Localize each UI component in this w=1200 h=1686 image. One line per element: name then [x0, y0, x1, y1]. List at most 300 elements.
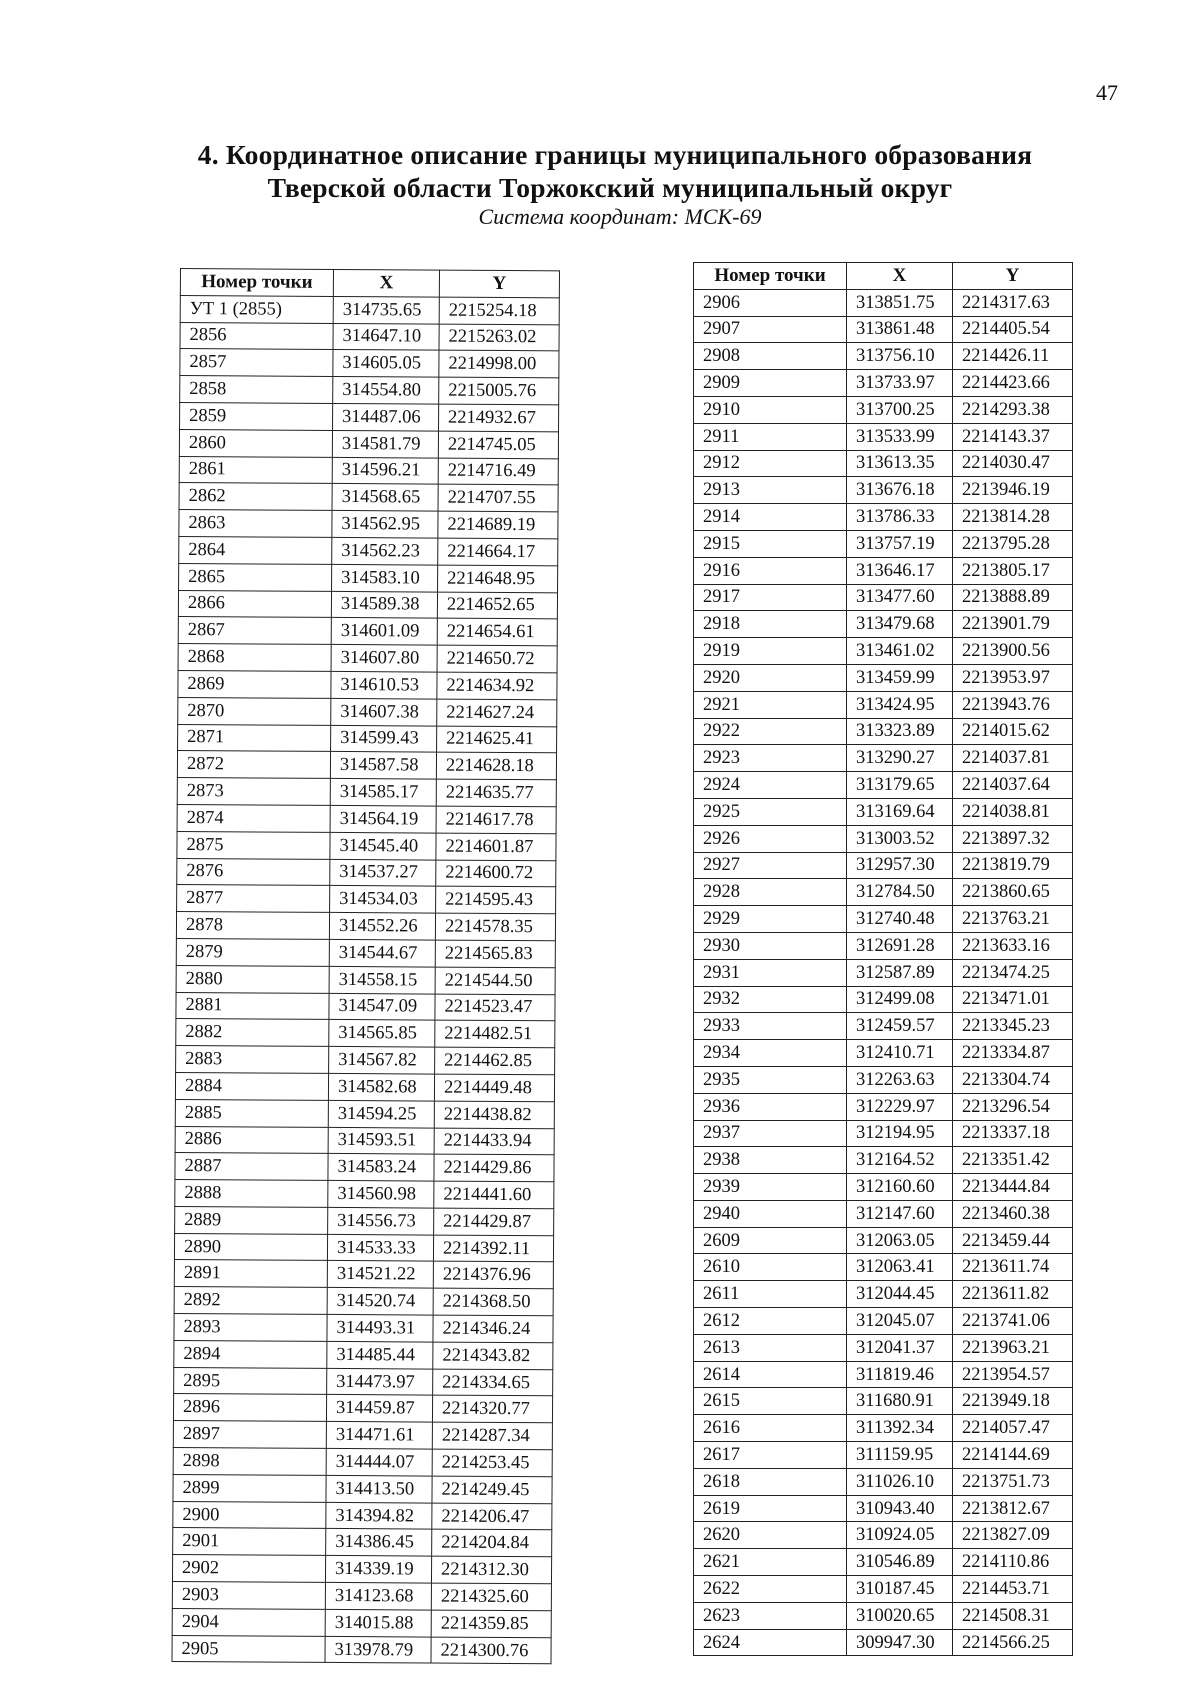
- cell-point-number: 2875: [177, 831, 330, 859]
- table-row: [172, 1582, 551, 1611]
- table-row: [694, 664, 1073, 691]
- table-row: [694, 504, 1073, 531]
- table-row: [694, 718, 1073, 745]
- cell-x: 314587.58: [330, 752, 436, 779]
- table-row: [694, 852, 1073, 879]
- cell-x: 313700.25: [847, 396, 953, 423]
- coordinates-table-left: [171, 268, 560, 1665]
- cell-x: 314565.85: [329, 1020, 435, 1047]
- cell-x: 312063.41: [847, 1254, 953, 1281]
- cell-point-number: 2614: [694, 1361, 847, 1388]
- table-row: [694, 1522, 1073, 1549]
- cell-x: 311026.10: [847, 1468, 953, 1495]
- cell-x: 313477.60: [847, 584, 953, 611]
- cell-point-number: 2922: [694, 718, 847, 745]
- cell-y: 2214287.34: [432, 1422, 552, 1450]
- cell-point-number: 2618: [694, 1468, 847, 1495]
- table-row: [694, 1200, 1073, 1227]
- table-row: [694, 289, 1073, 316]
- cell-point-number: 2910: [694, 396, 847, 423]
- cell-x: 314545.40: [330, 832, 436, 859]
- cell-y: 2214601.87: [436, 833, 556, 861]
- cell-x: 314558.15: [329, 966, 435, 993]
- table-row: [177, 831, 556, 860]
- cell-x: 314015.88: [325, 1609, 431, 1636]
- table-row: [694, 1040, 1073, 1067]
- cell-point-number: 2887: [175, 1153, 328, 1181]
- cell-x: 313978.79: [325, 1636, 431, 1663]
- cell-x: 313479.68: [847, 611, 953, 638]
- table-row: [174, 1367, 553, 1396]
- table-row: [694, 477, 1073, 504]
- cell-x: 312229.97: [847, 1093, 953, 1120]
- cell-y: 2214625.41: [437, 726, 557, 754]
- cell-x: 314554.80: [333, 377, 439, 404]
- cell-point-number: 2609: [694, 1227, 847, 1254]
- cell-x: 312147.60: [847, 1200, 953, 1227]
- table-row: [173, 1501, 552, 1530]
- cell-y: 2213751.73: [953, 1468, 1073, 1495]
- cell-x: 314581.79: [332, 430, 438, 457]
- cell-y: 2213633.16: [953, 932, 1073, 959]
- table-row: [176, 912, 555, 941]
- cell-point-number: 2623: [694, 1602, 847, 1629]
- header-y: Y: [439, 270, 559, 298]
- table-header-row: [180, 269, 559, 298]
- cell-point-number: 2895: [174, 1367, 327, 1395]
- table-row: [694, 1629, 1073, 1656]
- cell-x: 314487.06: [333, 403, 439, 430]
- table-row: [173, 1528, 552, 1557]
- cell-point-number: 2902: [172, 1555, 325, 1583]
- cell-y: 2214144.69: [953, 1442, 1073, 1469]
- cell-y: 2214037.64: [953, 772, 1073, 799]
- table-row: [175, 1072, 554, 1101]
- cell-y: 2215254.18: [439, 297, 559, 325]
- cell-x: 314413.50: [326, 1475, 432, 1502]
- cell-point-number: 2866: [178, 590, 331, 618]
- table-row: [177, 858, 556, 887]
- cell-x: 313646.17: [847, 557, 953, 584]
- table-row: [175, 1153, 554, 1182]
- cell-point-number: 2906: [694, 289, 847, 316]
- cell-x: 314647.10: [333, 323, 439, 350]
- cell-y: 2214300.76: [431, 1637, 551, 1665]
- cell-point-number: 2904: [172, 1608, 325, 1636]
- table-row: [694, 1361, 1073, 1388]
- cell-y: 2214037.81: [953, 745, 1073, 772]
- table-row: [177, 804, 556, 833]
- cell-y: 2214015.62: [953, 718, 1073, 745]
- table-row: [179, 510, 558, 539]
- cell-x: 314735.65: [333, 296, 439, 323]
- cell-y: 2214376.96: [433, 1262, 553, 1290]
- cell-y: 2214648.95: [438, 565, 558, 593]
- cell-point-number: 2864: [179, 536, 332, 564]
- cell-point-number: 2860: [179, 429, 332, 457]
- table-row: [694, 1602, 1073, 1629]
- cell-y: 2214433.94: [434, 1128, 554, 1156]
- cell-y: 2213827.09: [953, 1522, 1073, 1549]
- cell-y: 2213963.21: [953, 1334, 1073, 1361]
- cell-point-number: 2899: [173, 1474, 326, 1502]
- cell-x: 314560.98: [328, 1181, 434, 1208]
- cell-point-number: 2881: [176, 992, 329, 1020]
- cell-point-number: 2616: [694, 1415, 847, 1442]
- cell-x: 314552.26: [329, 913, 435, 940]
- cell-x: 314593.51: [328, 1127, 434, 1154]
- heading-line-1: 4. Координатное описание границы муниципального образования: [197, 139, 1033, 170]
- cell-point-number: 2879: [176, 938, 329, 966]
- table-row: [694, 584, 1073, 611]
- cell-y: 2213819.79: [953, 852, 1073, 879]
- cell-x: 312410.71: [847, 1040, 953, 1067]
- cell-x: 312041.37: [847, 1334, 953, 1361]
- cell-point-number: 2898: [173, 1448, 326, 1476]
- cell-y: 2214628.18: [436, 752, 556, 780]
- cell-point-number: 2859: [180, 402, 333, 430]
- table-row: [178, 724, 557, 753]
- cell-point-number: 2913: [694, 477, 847, 504]
- cell-point-number: 2901: [173, 1528, 326, 1556]
- table-row: [694, 450, 1073, 477]
- table-row: [694, 1308, 1073, 1335]
- table-row: [694, 1254, 1073, 1281]
- cell-x: 314394.82: [326, 1502, 432, 1529]
- header-point-number: Номер точки: [180, 269, 333, 297]
- table-row: [180, 402, 559, 431]
- cell-x: 313786.33: [847, 504, 953, 531]
- cell-x: 314601.09: [331, 618, 437, 645]
- table-row: [172, 1555, 551, 1584]
- header-point-number: Номер точки: [694, 263, 847, 290]
- cell-y: 2214249.45: [432, 1476, 552, 1504]
- cell-x: 313003.52: [847, 825, 953, 852]
- cell-y: 2214441.60: [434, 1181, 554, 1209]
- table-row: [694, 1093, 1073, 1120]
- cell-y: 2214429.86: [434, 1154, 554, 1182]
- cell-y: 2213812.67: [953, 1495, 1073, 1522]
- cell-y: 2214453.71: [953, 1576, 1073, 1603]
- cell-point-number: 2621: [694, 1549, 847, 1576]
- cell-y: 2213444.84: [953, 1174, 1073, 1201]
- cell-y: 2214346.24: [433, 1315, 553, 1343]
- cell-x: 314583.10: [332, 564, 438, 591]
- cell-x: 313613.35: [847, 450, 953, 477]
- table-row: [694, 423, 1073, 450]
- heading-line-2: Тверской области Торжокский муниципальный округ: [267, 172, 953, 203]
- cell-y: 2214438.82: [434, 1101, 554, 1129]
- cell-x: 312784.50: [847, 879, 953, 906]
- table-row: [174, 1233, 553, 1262]
- table-row: [176, 992, 555, 1021]
- table-row: [694, 1495, 1073, 1522]
- cell-y: 2214392.11: [433, 1235, 553, 1263]
- cell-point-number: 2936: [694, 1093, 847, 1120]
- cell-point-number: 2884: [175, 1072, 328, 1100]
- cell-point-number: 2613: [694, 1334, 847, 1361]
- cell-x: 312263.63: [847, 1066, 953, 1093]
- cell-x: 314537.27: [330, 859, 436, 886]
- cell-x: 313290.27: [847, 745, 953, 772]
- cell-x: 313459.99: [847, 664, 953, 691]
- cell-y: 2213459.44: [953, 1227, 1073, 1254]
- table-row: [176, 965, 555, 994]
- cell-x: 312459.57: [847, 1013, 953, 1040]
- cell-x: 313179.65: [847, 772, 953, 799]
- table-header-row: [694, 263, 1073, 290]
- cell-y: 2214293.38: [953, 396, 1073, 423]
- cell-x: 310546.89: [847, 1549, 953, 1576]
- cell-y: 2214482.51: [435, 1020, 555, 1048]
- table-row: [179, 483, 558, 512]
- cell-x: 314473.97: [327, 1368, 433, 1395]
- cell-point-number: 2615: [694, 1388, 847, 1415]
- cell-y: 2213474.25: [953, 959, 1073, 986]
- cell-y: 2213471.01: [953, 986, 1073, 1013]
- cell-point-number: 2876: [177, 858, 330, 886]
- cell-x: 309947.30: [847, 1629, 953, 1656]
- table-row: [178, 617, 557, 646]
- table-row: [694, 557, 1073, 584]
- table-row: [694, 1066, 1073, 1093]
- cell-y: 2213304.74: [953, 1066, 1073, 1093]
- cell-point-number: 2926: [694, 825, 847, 852]
- table-row: [180, 376, 559, 405]
- cell-x: 314123.68: [325, 1582, 431, 1609]
- cell-point-number: 2878: [176, 912, 329, 940]
- cell-y: 2214426.11: [953, 343, 1073, 370]
- cell-x: 313169.64: [847, 798, 953, 825]
- cell-x: 313851.75: [847, 289, 953, 316]
- cell-point-number: 2888: [175, 1180, 328, 1208]
- table-row: [694, 1334, 1073, 1361]
- cell-y: 2214204.84: [432, 1530, 552, 1558]
- cell-x: 312691.28: [847, 932, 953, 959]
- document-heading: [0, 138, 1200, 230]
- cell-point-number: 2925: [694, 798, 847, 825]
- cell-y: 2214038.81: [953, 798, 1073, 825]
- cell-point-number: 2935: [694, 1066, 847, 1093]
- cell-x: 314534.03: [330, 886, 436, 913]
- cell-x: 310924.05: [847, 1522, 953, 1549]
- table-row: [694, 1120, 1073, 1147]
- cell-y: 2213901.79: [953, 611, 1073, 638]
- table-row: [178, 670, 557, 699]
- cell-y: 2213949.18: [953, 1388, 1073, 1415]
- table-row: [694, 1468, 1073, 1495]
- cell-point-number: 2889: [175, 1206, 328, 1234]
- cell-point-number: 2905: [172, 1635, 325, 1663]
- cell-point-number: 2872: [177, 751, 330, 779]
- table-row: [173, 1394, 552, 1423]
- cell-y: 2213334.87: [953, 1040, 1073, 1067]
- cell-x: 314607.80: [331, 645, 437, 672]
- cell-y: 2214716.49: [438, 458, 558, 486]
- table-row: [694, 1415, 1073, 1442]
- header-y: Y: [953, 263, 1073, 290]
- cell-point-number: 2863: [179, 510, 332, 538]
- cell-x: 314544.67: [329, 939, 435, 966]
- cell-point-number: 2619: [694, 1495, 847, 1522]
- cell-y: 2214652.65: [437, 592, 557, 620]
- cell-point-number: 2908: [694, 343, 847, 370]
- cell-point-number: 2861: [179, 456, 332, 484]
- cell-point-number: 2911: [694, 423, 847, 450]
- cell-point-number: 2620: [694, 1522, 847, 1549]
- cell-y: 2214334.65: [433, 1369, 553, 1397]
- table-row: [178, 590, 557, 619]
- cell-y: 2213897.32: [953, 825, 1073, 852]
- cell-y: 2214429.87: [434, 1208, 554, 1236]
- table-row: [178, 697, 557, 726]
- cell-y: 2213946.19: [953, 477, 1073, 504]
- table-row: [173, 1474, 552, 1503]
- cell-x: 313533.99: [847, 423, 953, 450]
- table-row: [179, 429, 558, 458]
- cell-y: 2214325.60: [431, 1583, 551, 1611]
- cell-point-number: 2880: [176, 965, 329, 993]
- cell-y: 2214508.31: [953, 1602, 1073, 1629]
- cell-y: 2213814.28: [953, 504, 1073, 531]
- cell-x: 312499.08: [847, 986, 953, 1013]
- table-row: [179, 563, 558, 592]
- cell-y: 2214449.48: [434, 1074, 554, 1102]
- cell-point-number: 2923: [694, 745, 847, 772]
- cell-x: 314493.31: [327, 1314, 433, 1341]
- cell-x: 311392.34: [847, 1415, 953, 1442]
- cell-y: 2215005.76: [439, 377, 559, 405]
- cell-y: 2214423.66: [953, 370, 1073, 397]
- cell-x: 314562.23: [332, 537, 438, 564]
- cell-x: 314459.87: [326, 1395, 432, 1422]
- cell-x: 312160.60: [847, 1174, 953, 1201]
- cell-x: 310943.40: [847, 1495, 953, 1522]
- cell-point-number: 2869: [178, 670, 331, 698]
- cell-x: 313323.89: [847, 718, 953, 745]
- cell-x: 313861.48: [847, 316, 953, 343]
- table-row: [694, 1174, 1073, 1201]
- header-x: X: [333, 269, 439, 296]
- cell-y: 2214566.25: [953, 1629, 1073, 1656]
- cell-y: 2214320.77: [432, 1396, 552, 1424]
- table-row: [180, 295, 559, 324]
- cell-x: 313461.02: [847, 638, 953, 665]
- cell-point-number: 2916: [694, 557, 847, 584]
- table-row: [694, 316, 1073, 343]
- cell-point-number: 2933: [694, 1013, 847, 1040]
- table-row: [179, 456, 558, 485]
- cell-point-number: 2891: [174, 1260, 327, 1288]
- cell-point-number: 2918: [694, 611, 847, 638]
- table-row: [694, 691, 1073, 718]
- table-row: [694, 396, 1073, 423]
- coordinate-system-subtitle: Система координат: МСК-69: [478, 204, 762, 229]
- cell-y: 2213953.97: [953, 664, 1073, 691]
- cell-point-number: 2865: [179, 563, 332, 591]
- cell-y: 2214578.35: [435, 913, 555, 941]
- cell-point-number: 2939: [694, 1174, 847, 1201]
- cell-y: 2214565.83: [435, 940, 555, 968]
- table-row: [175, 1099, 554, 1128]
- cell-y: 2214932.67: [439, 404, 559, 432]
- cell-x: 314339.19: [325, 1556, 431, 1583]
- cell-point-number: 2890: [174, 1233, 327, 1261]
- cell-y: 2214635.77: [436, 779, 556, 807]
- cell-y: 2213860.65: [953, 879, 1073, 906]
- cell-y: 2213943.76: [953, 691, 1073, 718]
- cell-point-number: 2610: [694, 1254, 847, 1281]
- cell-point-number: 2870: [178, 697, 331, 725]
- cell-y: 2214405.54: [953, 316, 1073, 343]
- table-row: [178, 644, 557, 673]
- cell-x: 314599.43: [331, 725, 437, 752]
- cell-point-number: 2612: [694, 1308, 847, 1335]
- cell-y: 2214689.19: [438, 511, 558, 539]
- cell-point-number: 2896: [173, 1394, 326, 1422]
- cell-y: 2214627.24: [437, 699, 557, 727]
- cell-point-number: 2921: [694, 691, 847, 718]
- cell-point-number: 2932: [694, 986, 847, 1013]
- cell-point-number: 2903: [172, 1582, 325, 1610]
- cell-x: 314521.22: [327, 1261, 433, 1288]
- table-row: [694, 638, 1073, 665]
- cell-x: 314596.21: [332, 457, 438, 484]
- cell-x: 311680.91: [847, 1388, 953, 1415]
- cell-point-number: 2617: [694, 1442, 847, 1469]
- cell-y: 2214368.50: [433, 1288, 553, 1316]
- cell-y: 2213296.54: [953, 1093, 1073, 1120]
- cell-y: 2213805.17: [953, 557, 1073, 584]
- table-row: [694, 1281, 1073, 1308]
- cell-x: 312740.48: [847, 906, 953, 933]
- cell-y: 2215263.02: [439, 324, 559, 352]
- cell-y: 2214110.86: [953, 1549, 1073, 1576]
- cell-x: 314594.25: [328, 1100, 434, 1127]
- cell-point-number: 2938: [694, 1147, 847, 1174]
- table-row: [694, 1388, 1073, 1415]
- cell-x: 314520.74: [327, 1288, 433, 1315]
- cell-x: 314386.45: [326, 1529, 432, 1556]
- cell-x: 314562.95: [332, 511, 438, 538]
- cell-y: 2214544.50: [435, 967, 555, 995]
- cell-x: 314605.05: [333, 350, 439, 377]
- cell-point-number: 2907: [694, 316, 847, 343]
- cell-point-number: 2917: [694, 584, 847, 611]
- cell-x: 314582.68: [328, 1073, 434, 1100]
- cell-point-number: 2937: [694, 1120, 847, 1147]
- cell-y: 2213763.21: [953, 906, 1073, 933]
- table-row: [173, 1448, 552, 1477]
- cell-x: 314567.82: [329, 1047, 435, 1074]
- cell-y: 2214617.78: [436, 806, 556, 834]
- cell-point-number: 2874: [177, 804, 330, 832]
- cell-x: 314547.09: [329, 993, 435, 1020]
- cell-point-number: 2867: [178, 617, 331, 645]
- table-row: [174, 1340, 553, 1369]
- cell-point-number: 2868: [178, 644, 331, 672]
- cell-y: 2213795.28: [953, 530, 1073, 557]
- cell-y: 2214650.72: [437, 645, 557, 673]
- cell-y: 2213337.18: [953, 1120, 1073, 1147]
- cell-point-number: 2924: [694, 772, 847, 799]
- cell-point-number: 2873: [177, 778, 330, 806]
- cell-x: 311159.95: [847, 1442, 953, 1469]
- cell-x: 314589.38: [331, 591, 437, 618]
- table-row: [174, 1314, 553, 1343]
- table-row: [180, 322, 559, 351]
- table-row: [694, 1147, 1073, 1174]
